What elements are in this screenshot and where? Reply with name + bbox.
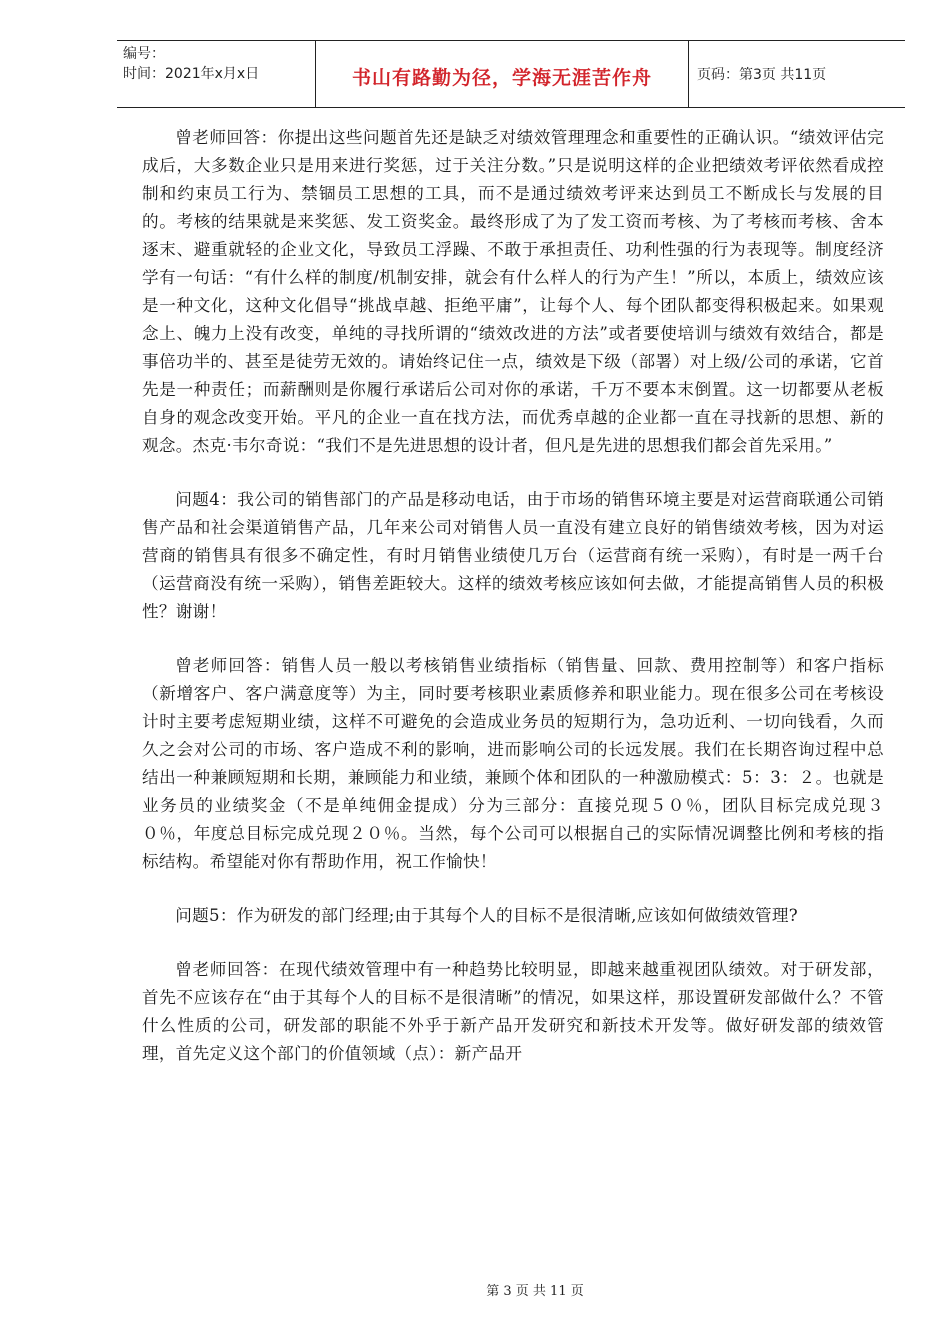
document-body: [142, 124, 884, 1094]
serial-label: 编号：: [123, 46, 165, 62]
header-motto: 书山有路勤为径，学海无涯苦作舟: [315, 41, 689, 107]
header-meta: [117, 41, 315, 107]
time-label: 时间：2021年x月x日: [123, 66, 260, 82]
paragraph-answer-5: 曾老师回答：在现代绩效管理中有一种趋势比较明显，即越来越重视团队绩效。对于研发部，首先不应该存在“由于其每个人的目标不是很清晰”的情况，如果这样，那设置研发部做什么？不管什么性质的公司，研发部的职能不外乎于新产品开发研究和新技术开发等。做好研发部的绩效管理，首先定义这个部门的价值领域（点）：新产品开: [142, 960, 884, 1063]
paragraph-answer-4: 曾老师回答：销售人员一般以考核销售业绩指标（销售量、回款、费用控制等）和客户指标（新增客户、客户满意度等）为主，同时要考核职业素质修养和职业能力。现在很多公司在考核设计时主要考虑短期业绩，这样不可避免的会造成业务员的短期行为，急功近利、一切向钱看，久而久之会对公司的市场、客户造成不利的影响，进而影响公司的长远发展。我们在长期咨询过程中总结出一种兼顾短期和长期，兼顾能力和业绩，兼顾个体和团队的一种激励模式：5：3：２。也就是业务员的业绩奖金（不是单纯佣金提成）分为三部分：直接兑现５０％，团队目标完成兑现３０％，年度总目标完成兑现２０％。当然，每个公司可以根据自己的实际情况调整比例和考核的指标结构。希望能对你有帮助作用，祝工作愉快！: [142, 656, 884, 871]
page-header: [117, 40, 905, 108]
paragraph-question-4: 问题4：我公司的销售部门的产品是移动电话，由于市场的销售环境主要是对运营商联通公司销售产品和社会渠道销售产品，几年来公司对销售人员一直没有建立良好的销售绩效考核，因为对运营商的销售具有很多不确定性，有时月销售业绩使几万台（运营商有统一采购），有时是一两千台（运营商没有统一采购），销售差距较大。这样的绩效考核应该如何去做，才能提高销售人员的积极性？谢谢！: [142, 490, 884, 621]
page-footer: 第 3 页 共 11 页: [486, 1284, 584, 1299]
paragraph-answer-3: 曾老师回答：你提出这些问题首先还是缺乏对绩效管理理念和重要性的正确认识。“绩效评估完成后，大多数企业只是用来进行奖惩，过于关注分数。”只是说明这样的企业把绩效考评依然看成控制和约束员工行为、禁锢员工思想的工具，而不是通过绩效考评来达到员工不断成长与发展的目的。考核的结果就是来奖惩、发工资奖金。最终形成了为了发工资而考核、为了考核而考核、舍本逐末、避重就轻的企业文化，导致员工浮躁、不敢于承担责任、功利性强的行为表现等。制度经济学有一句话：“有什么样的制度/机制安排，就会有什么样人的行为产生！”所以，本质上，绩效应该是一种文化，这种文化倡导“挑战卓越、拒绝平庸”，让每个人、每个团队都变得积极起来。如果观念上、魄力上没有改变，单纯的寻找所谓的“绩效改进的方法”或者要使培训与绩效有效结合，都是事倍功半的、甚至是徒劳无效的。请始终记住一点，绩效是下级（部署）对上级/公司的承诺，它首先是一种责任；而薪酬则是你履行承诺后公司对你的承诺，千万不要本末倒置。这一切都要从老板自身的观念改变开始。平凡的企业一直在找方法，而优秀卓越的企业都一直在寻找新的思想、新的观念。杰克·韦尔奇说：“我们不是先进思想的设计者，但凡是先进的思想我们都会首先采用。”: [142, 128, 884, 455]
paragraph-question-5: 问题5：作为研发的部门经理;由于其每个人的目标不是很清晰,应该如何做绩效管理?: [175, 906, 798, 925]
header-page-info: 页码：第3页 共11页: [697, 67, 827, 83]
